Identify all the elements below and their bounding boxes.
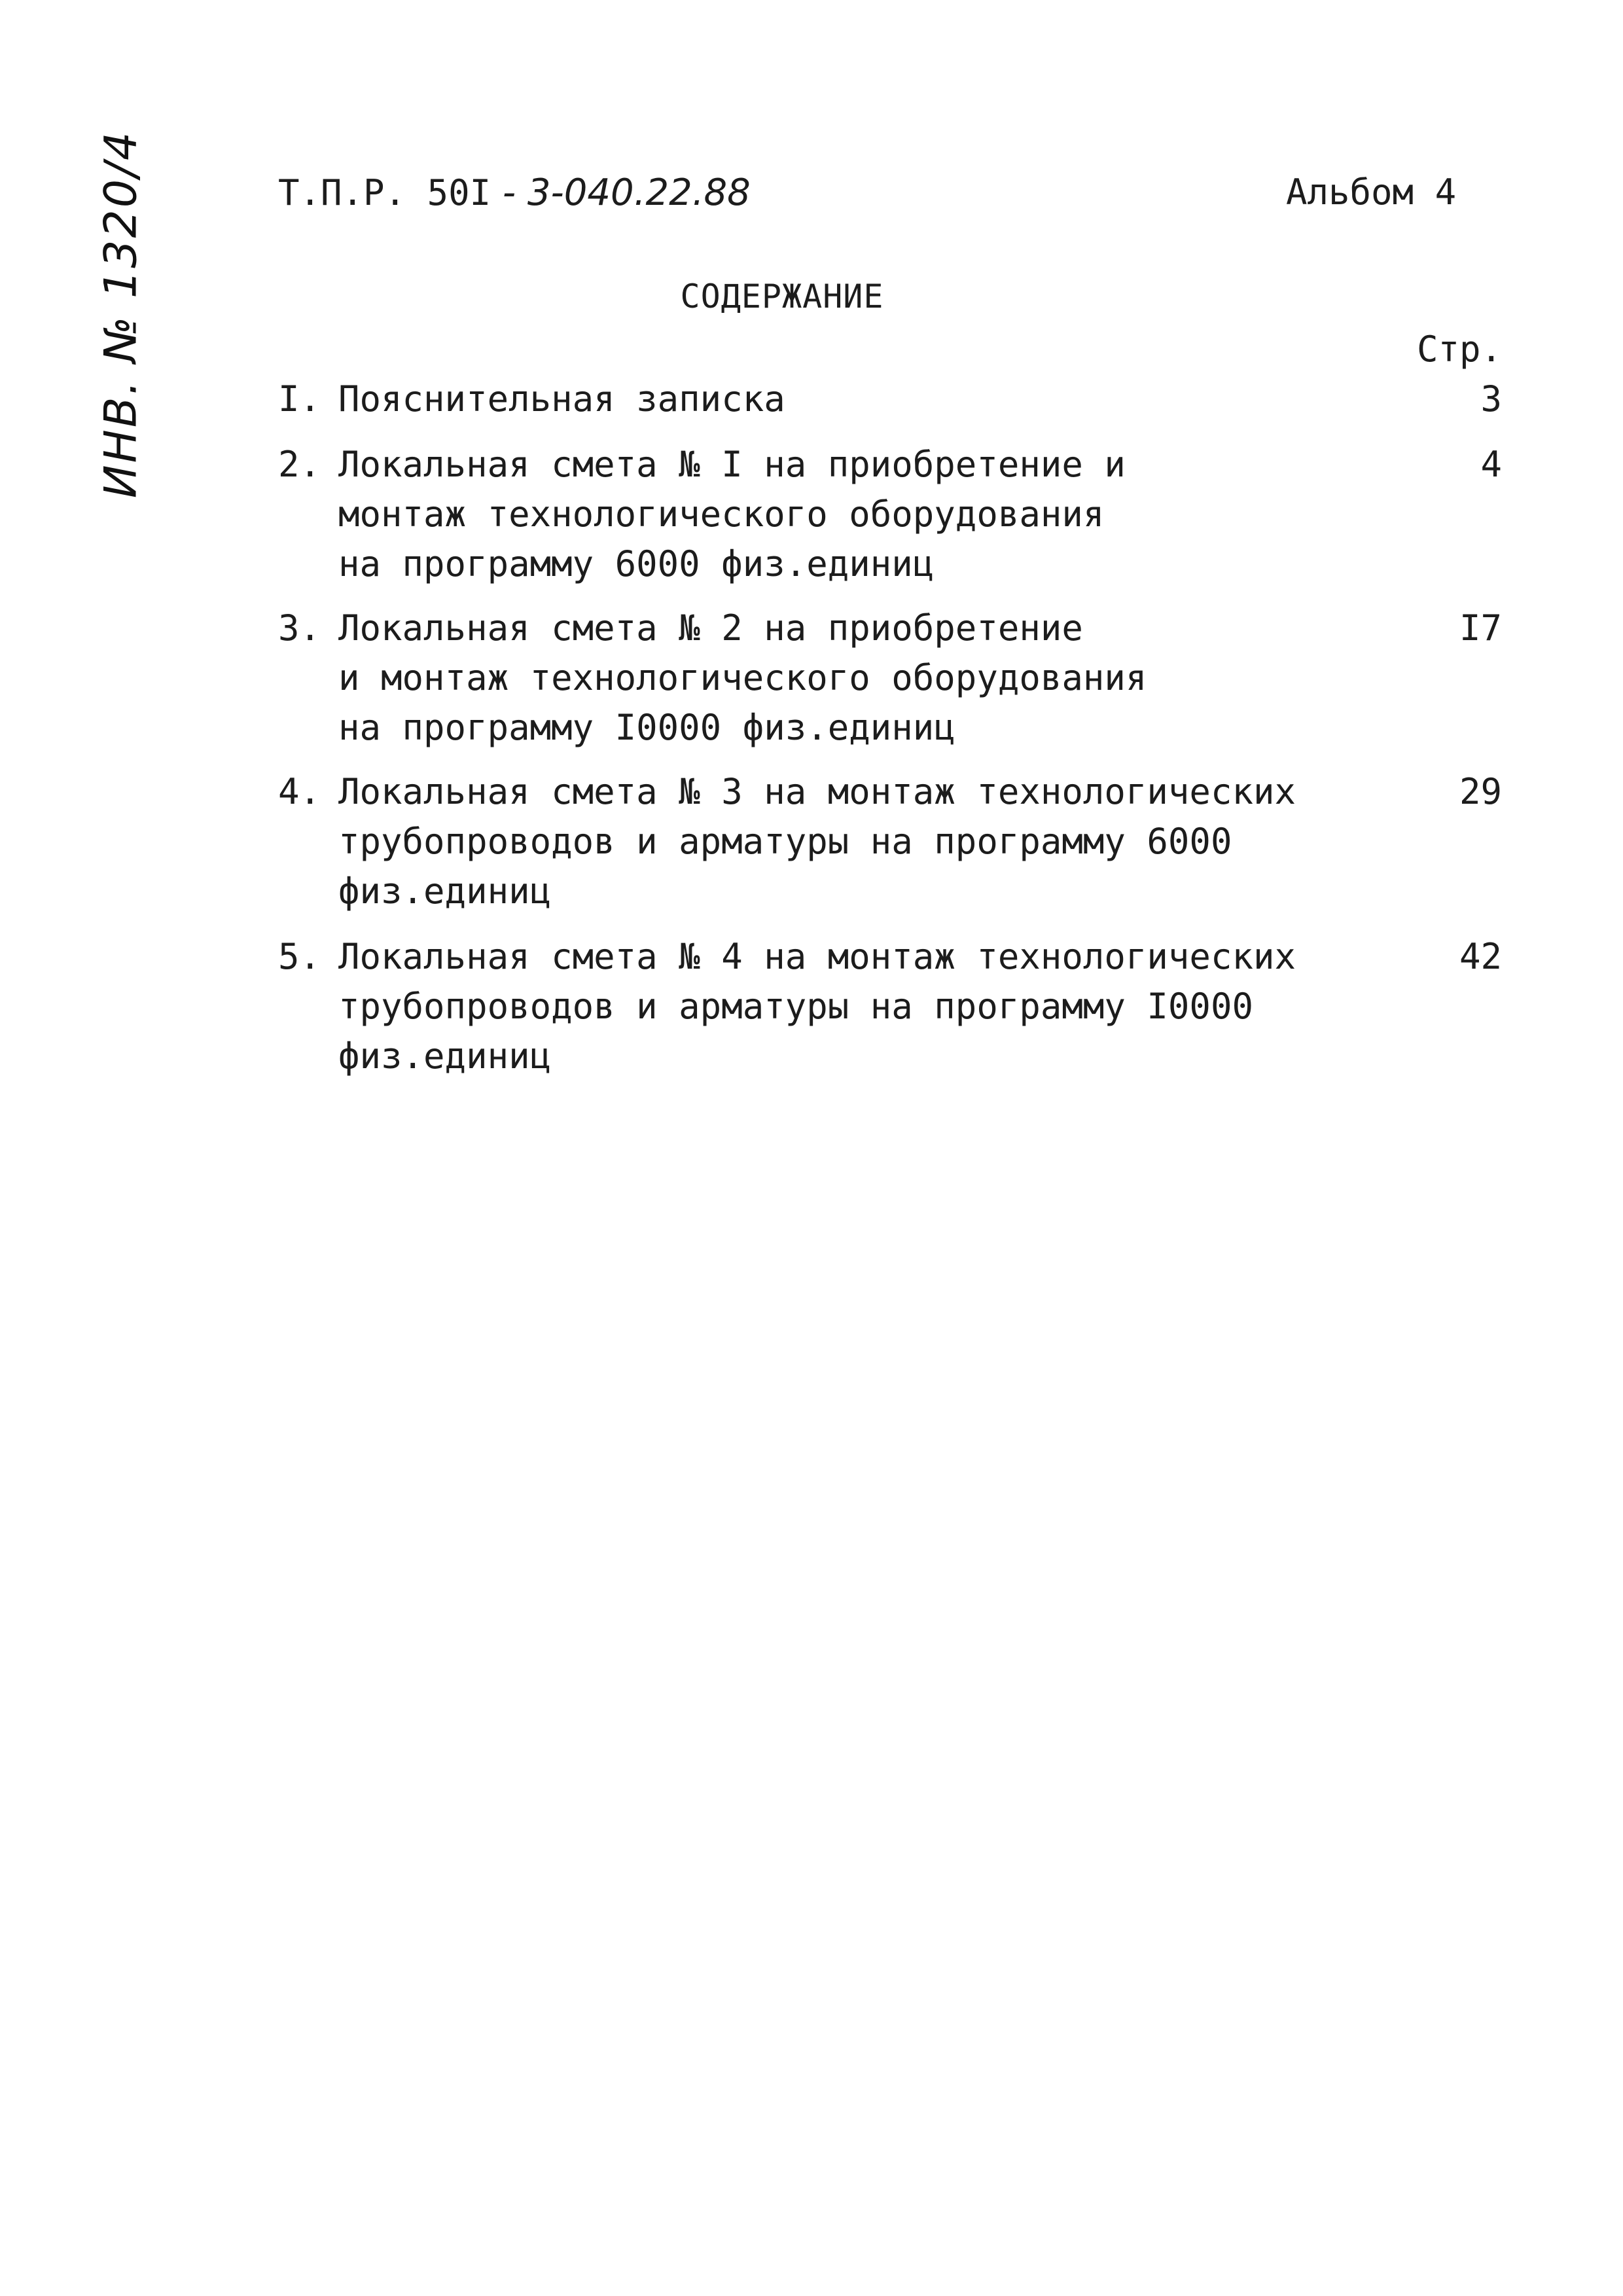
entry-line: физ.единиц xyxy=(338,870,552,912)
entry-number: 5. xyxy=(278,936,321,977)
entry-number: I. xyxy=(278,378,321,420)
entry-line: физ.единиц xyxy=(338,1035,552,1077)
entry-page: 42 xyxy=(1459,936,1502,977)
entry-number: 2. xyxy=(278,444,321,485)
entry-line: трубопроводов и арматуры на программу I0000 xyxy=(338,986,1253,1027)
page-column-header: Стр. xyxy=(1416,329,1502,370)
entry-line: Пояснительная записка xyxy=(338,378,785,420)
entry-page: I7 xyxy=(1459,607,1502,649)
entry-line: Локальная смета № 3 на монтаж технологических xyxy=(338,771,1296,812)
document-code xyxy=(278,171,751,214)
entry-number: 3. xyxy=(278,607,321,649)
entry-line: на программу 6000 физ.единиц xyxy=(338,543,935,584)
entry-text xyxy=(338,603,1385,753)
entry-line: на программу I0000 физ.единиц xyxy=(338,707,955,748)
document-code-handwritten: - 3-040.22.88 xyxy=(491,171,751,214)
entry-line: Локальная смета № I на приобретение и xyxy=(338,444,1126,485)
page-title: СОДЕРЖАНИЕ xyxy=(680,278,884,315)
entry-page: 3 xyxy=(1480,378,1502,420)
album-label: Альбом 4 xyxy=(1286,171,1457,213)
entry-text xyxy=(338,767,1385,916)
document-code-typed: Т.П.Р. 50I xyxy=(278,172,491,213)
entry-text xyxy=(338,440,1385,589)
entry-line: трубопроводов и арматуры на программу 6000 xyxy=(338,821,1232,862)
entry-line: и монтаж технологического оборудования xyxy=(338,657,1147,698)
entry-line: Локальная смета № 4 на монтаж технологических xyxy=(338,936,1296,977)
entry-page: 4 xyxy=(1480,444,1502,485)
entry-line: монтаж технологического оборудования xyxy=(338,493,1105,535)
entry-text xyxy=(338,932,1385,1081)
entry-number: 4. xyxy=(278,771,321,812)
inventory-number: ИНВ. № 1320/4 xyxy=(95,130,147,499)
entry-page: 29 xyxy=(1459,771,1502,812)
entry-text xyxy=(338,374,1385,424)
entry-line: Локальная смета № 2 на приобретение xyxy=(338,607,1083,649)
